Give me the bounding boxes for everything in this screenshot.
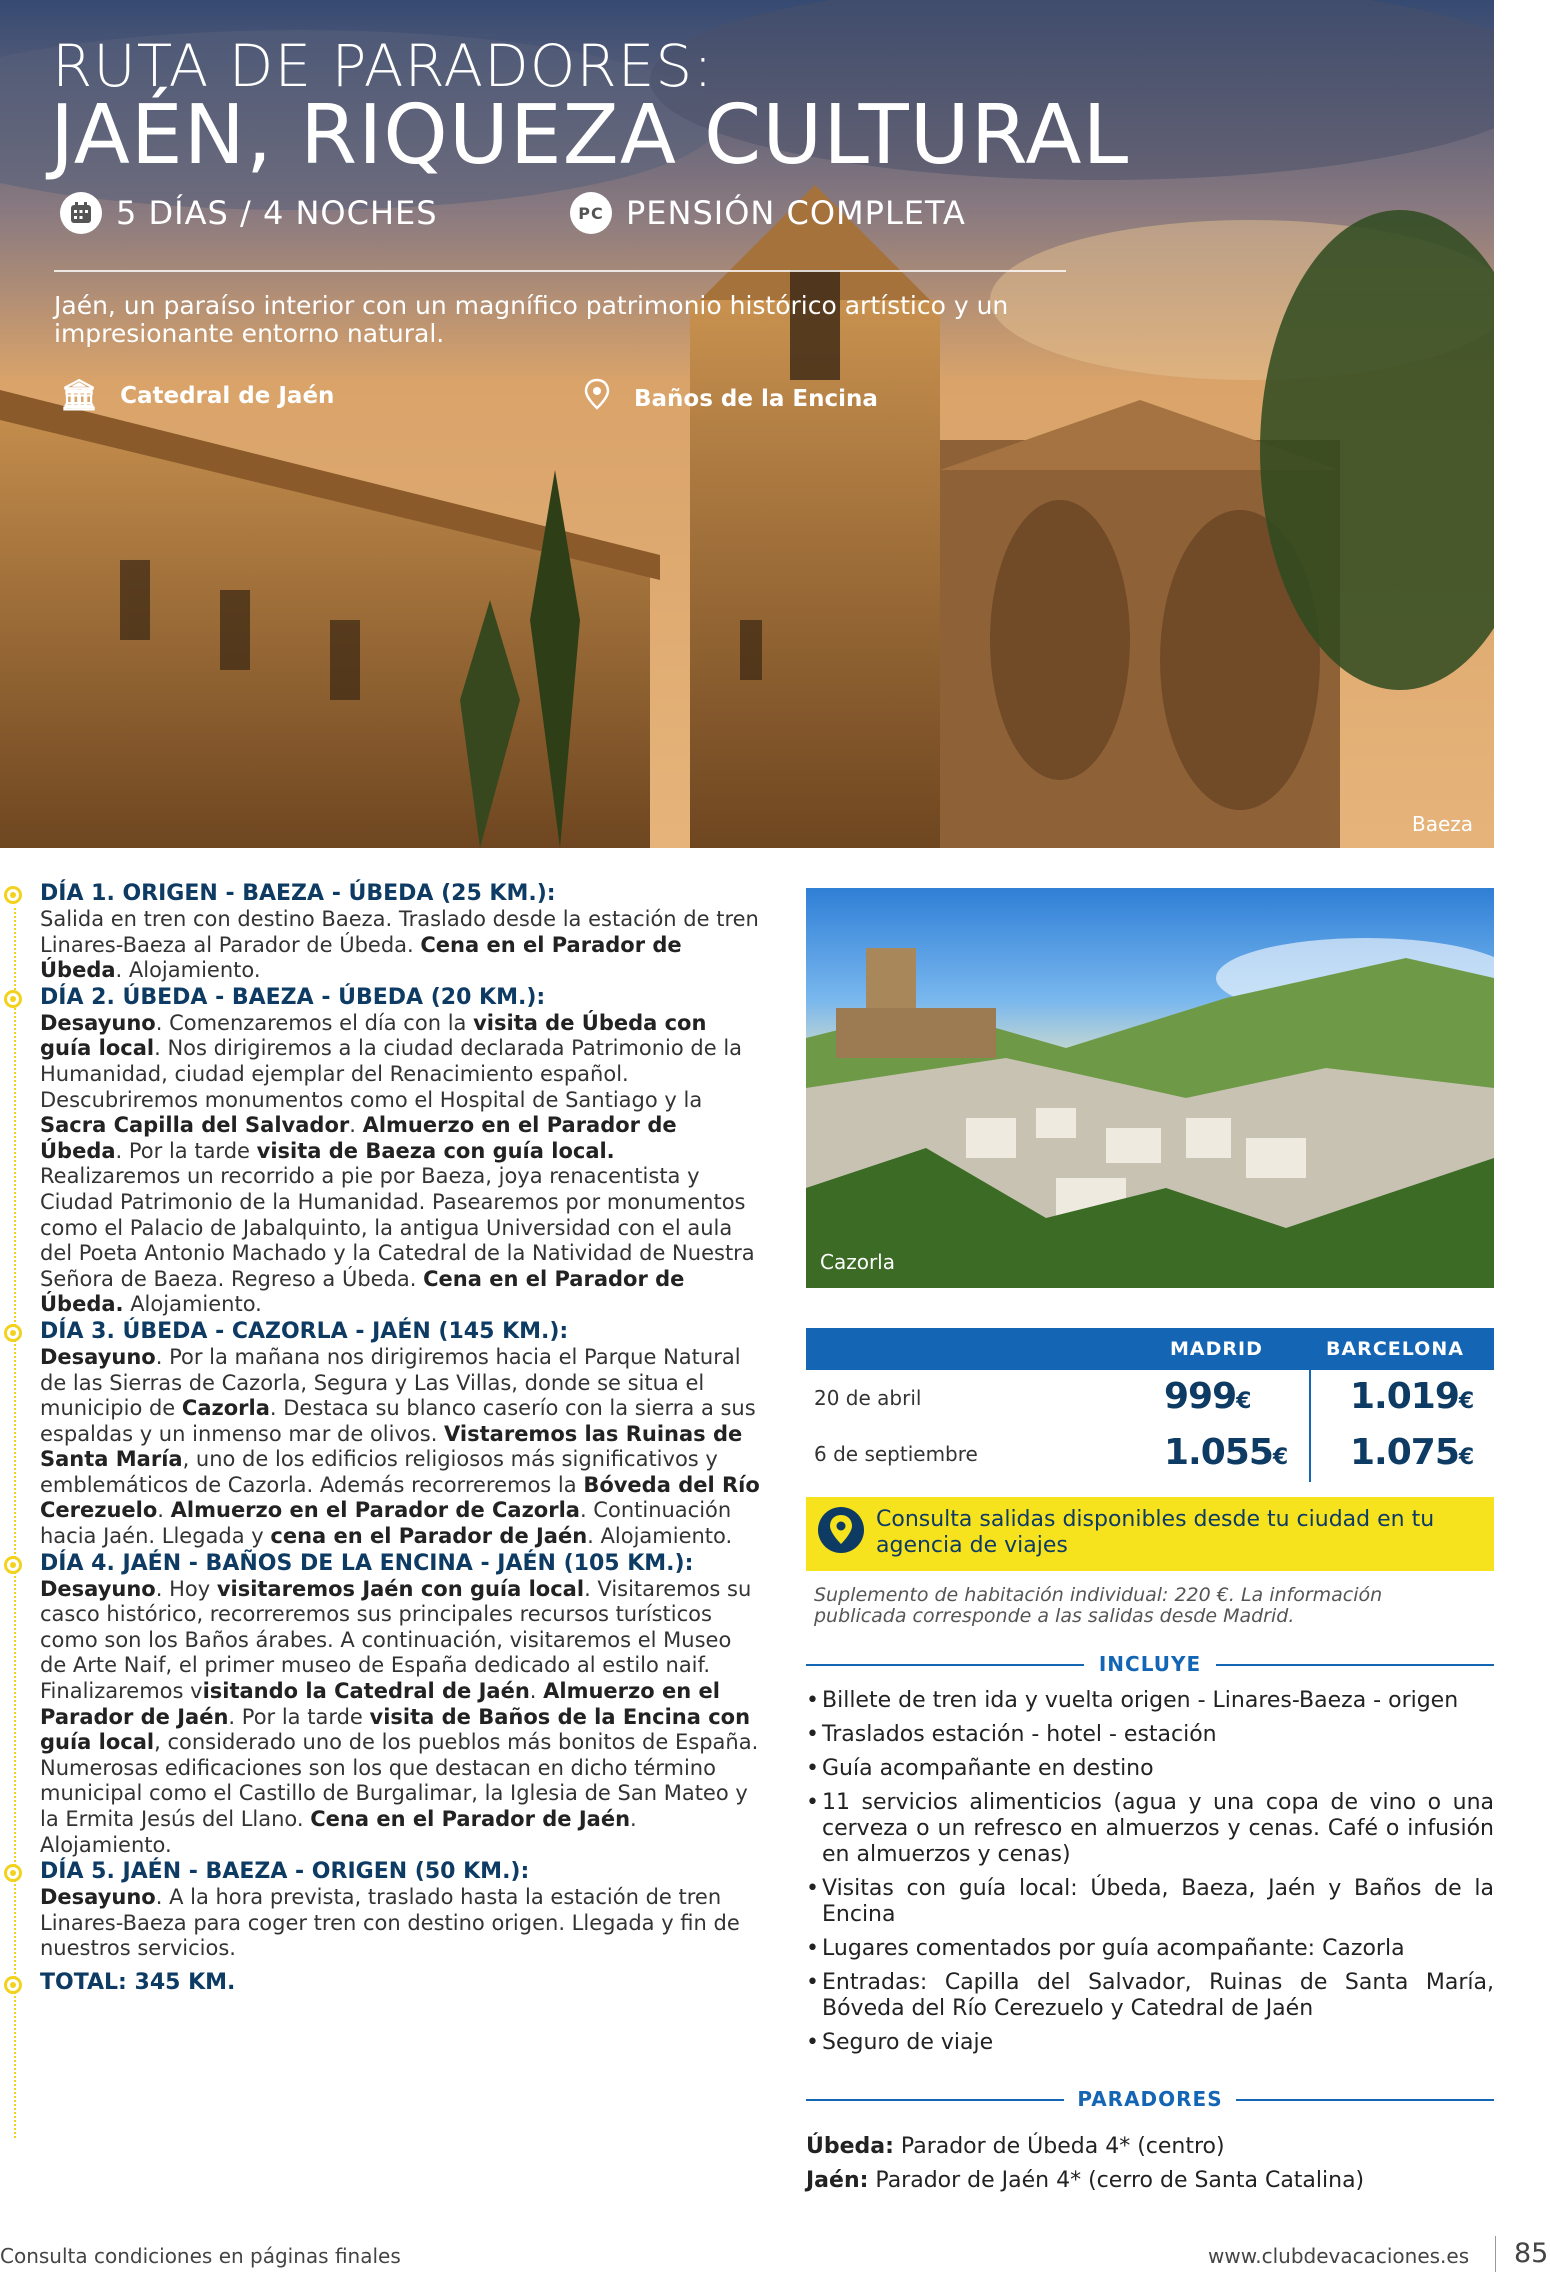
include-item: • Entradas: Capilla del Salvador, Ruinas de Santa María, Bóveda del Río Cerezuelo y Catedral de Jaén <box>806 1970 1494 2022</box>
price-madrid: 999€ <box>1164 1376 1251 1417</box>
include-item: • Billete de tren ida y vuelta origen - Linares-Baeza - origen <box>806 1688 1494 1714</box>
include-item: • Seguro de viaje <box>806 2030 1494 2056</box>
price-row <box>806 1370 1494 1426</box>
pension-badge-icon: PC <box>570 192 612 234</box>
duration <box>60 192 438 234</box>
parador-jaen: Jaén: Parador de Jaén 4* (cerro de Santa Catalina) <box>806 2168 1365 2193</box>
include-item: • Lugares comentados por guía acompañante: Cazorla <box>806 1936 1494 1962</box>
pension-text: PENSIÓN COMPLETA <box>626 194 966 232</box>
price-barcelona: 1.075€ <box>1350 1432 1474 1473</box>
cazorla-photo <box>806 888 1494 1288</box>
tag-catedral <box>60 378 334 413</box>
price-madrid: 1.055€ <box>1164 1432 1288 1473</box>
duration-text: 5 DÍAS / 4 NOCHES <box>116 194 438 232</box>
day-title: DÍA 5. JAÉN - BAEZA - ORIGEN (50 KM.): <box>40 1859 530 1885</box>
day-description: Desayuno. Comenzaremos el día con la visita de Úbeda con guía local. Nos dirigiremos a la ciudad declarada Patrimonio de la Humanidad, ciudad ejemplar del Renacimiento español. Descubriremos monumentos como el Hospital de Santiago y la Sacra Capilla del Salvador. Almuerzo en el Parador de Úbeda. Por la tarde visita de Baeza con guía local. Realizaremos un recorrido a pie por Baeza, joya renacentista y Ciudad Patrimonio de la Humanidad. Pasearemos por monumentos como el Palacio de Jabalquinto, la antigua Universidad con el aula del Poeta Antonio Machado y la Catedral de la Natividad de Nuestra Señora de Baeza. Regreso a Úbeda. Cena en el Parador de Úbeda. Alojamiento. <box>40 1010 755 1317</box>
timeline-dot-icon <box>4 1976 22 1994</box>
calendar-icon <box>60 192 102 234</box>
timeline-dot-icon <box>4 886 22 904</box>
timeline-dot-icon <box>4 990 22 1008</box>
tag-banos <box>582 378 878 420</box>
includes-heading <box>806 1652 1494 1678</box>
supplement-note: Suplemento de habitación individual: 220 €. La información publicada corresponde a las salidas desde Madrid. <box>814 1584 1383 1627</box>
timeline-dot-icon <box>4 1556 22 1574</box>
price-date: 20 de abril <box>814 1386 922 1410</box>
include-item: • Visitas con guía local: Úbeda, Baeza, Jaén y Baños de la Encina <box>806 1876 1494 1928</box>
itinerary-day <box>0 984 760 1318</box>
day-description: Desayuno. Por la mañana nos dirigiremos hacia el Parque Natural de las Sierras de Cazorla, Segura y Las Villas, donde se situa el municipio de Cazorla. Destaca su blanco caserío con la sierra a sus espaldas y un inmenso mar de olivos. Vistaremos las Ruinas de Santa María, uno de los edificios religiosos más significativos y emblemáticos de Cazorla. Además recorreremos la Bóveda del Río Cerezuelo. Almuerzo en el Parador de Cazorla. Continuación hacia Jaén. Llegada y cena en el Parador de Jaén. Alojamiento. <box>40 1344 760 1549</box>
hero-image <box>0 0 1494 848</box>
total-distance: TOTAL: 345 KM. <box>0 1970 760 1995</box>
day-title: DÍA 1. ORIGEN - BAEZA - ÚBEDA (25 KM.): <box>40 881 556 906</box>
photo-caption: Baeza <box>1412 812 1474 836</box>
col-barcelona: BARCELONA <box>1326 1338 1464 1360</box>
location-pin-icon <box>818 1507 864 1553</box>
price-table-header <box>806 1328 1494 1370</box>
itinerary-day <box>0 1318 760 1550</box>
hero-divider <box>54 270 1066 272</box>
footer-website[interactable]: www.clubdevacaciones.es <box>1208 2244 1470 2268</box>
hero-title-line2: JAÉN, RIQUEZA CULTURAL <box>50 88 1130 183</box>
itinerary-day <box>0 880 760 984</box>
footer-conditions: Consulta condiciones en páginas finales <box>0 2244 401 2268</box>
price-row <box>806 1426 1494 1482</box>
include-item: • Guía acompañante en destino <box>806 1756 1494 1782</box>
itinerary-day <box>0 1550 760 1859</box>
hero-title-line1: RUTA DE PARADORES: <box>52 32 714 100</box>
pension <box>570 192 966 234</box>
day-title: DÍA 3. ÚBEDA - CAZORLA - JAÉN (145 KM.): <box>40 1318 569 1344</box>
itinerary-day <box>0 1858 760 1962</box>
location-pin-icon <box>582 378 612 420</box>
col-madrid: MADRID <box>1170 1338 1263 1360</box>
info-box-text: Consulta salidas disponibles desde tu ciudad en tu agencia de viajes <box>876 1507 1435 1558</box>
day-description: Salida en tren con destino Baeza. Traslado desde la estación de tren Linares-Baeza al Parador de Úbeda. Cena en el Parador de Úbeda. Alojamiento. <box>40 907 759 983</box>
price-date: 6 de septiembre <box>814 1442 978 1466</box>
day-title: DÍA 4. JAÉN - BAÑOS DE LA ENCINA - JAÉN (105 KM.): <box>40 1550 694 1576</box>
price-column-divider <box>1309 1370 1311 1482</box>
paradores-heading <box>806 2087 1494 2113</box>
info-box <box>806 1497 1494 1571</box>
price-table <box>806 1328 1494 1482</box>
day-description: Desayuno. Hoy visitaremos Jaén con guía local. Visitaremos su casco histórico, recorreremos sus principales recursos turísticos como son los Baños árabes. A continuación, visitaremos el Museo de Arte Naif, el primer museo de España dedicado al estilo naif. Finalizaremos visitando la Catedral de Jaén. Almuerzo en el Parador de Jaén. Por la tarde visita de Baños de la Encina con guía local, considerado uno de los pueblos más bonitos de España. Numerosas edificaciones son los que destacan en dicho término municipal como el Castillo de Burgalimar, la Iglesia de San Mateo y la Ermita Jesús del Llano. Cena en el Parador de Jaén. Alojamiento. <box>40 1576 759 1857</box>
includes-title: INCLUYE <box>1098 1652 1202 1676</box>
include-item: • Traslados estación - hotel - estación <box>806 1722 1494 1748</box>
include-item: • 11 servicios alimenticios (agua y una copa de vino o una cerveza o un refresco en almuerzos y cenas. Café o infusión en almuerzos y cenas) <box>806 1790 1494 1868</box>
price-barcelona: 1.019€ <box>1350 1376 1474 1417</box>
includes-list <box>806 1688 1494 2064</box>
page-number: 85 <box>1514 2238 1549 2269</box>
tag-banos-label: Baños de la Encina <box>634 386 878 412</box>
paradores-title: PARADORES <box>1077 2087 1223 2111</box>
cazorla-caption: Cazorla <box>820 1250 895 1274</box>
timeline-dot-icon <box>4 1324 22 1342</box>
day-description: Desayuno. A la hora prevista, traslado hasta la estación de tren Linares-Baeza para coger tren con destino origen. Llegada y fin de nuestros servicios. <box>40 1885 740 1961</box>
parador-ubeda: Úbeda: Parador de Úbeda 4* (centro) <box>806 2134 1225 2159</box>
tag-catedral-label: Catedral de Jaén <box>120 382 335 409</box>
itinerary <box>0 880 760 1995</box>
footer-divider <box>1495 2236 1496 2272</box>
monument-icon: 🏛 <box>60 378 99 413</box>
timeline-dot-icon <box>4 1864 22 1882</box>
hero-description: Jaén, un paraíso interior con un magnífico patrimonio histórico artístico y un impresionante entorno natural. <box>54 291 1009 348</box>
cazorla-illustration <box>806 888 1494 1288</box>
day-title: DÍA 2. ÚBEDA - BAEZA - ÚBEDA (20 KM.): <box>40 984 546 1010</box>
